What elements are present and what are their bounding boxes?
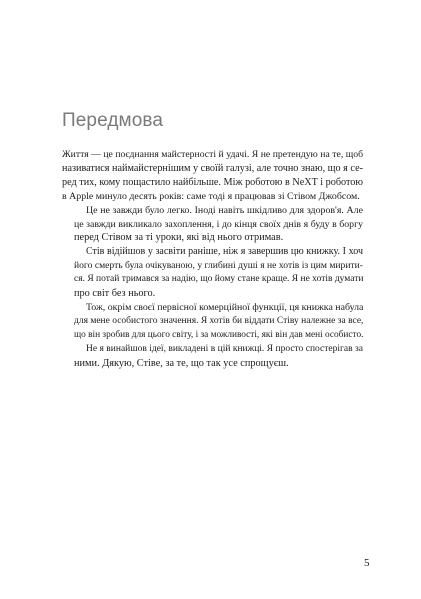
paragraph-2 (62, 204, 363, 246)
text-line: про світ без нього. (74, 288, 156, 300)
paragraph-3 (62, 245, 363, 301)
text-line: Тож, окрім своєї первісної комерційної функції, ця книжка набула (86, 301, 364, 313)
paragraph-1 (62, 148, 363, 204)
paragraph-5 (62, 343, 363, 371)
body-text (62, 148, 363, 371)
text-line: перед Стівом за ті уроки, які від нього отримав. (74, 232, 284, 244)
page-number: 5 (364, 557, 370, 569)
text-line: Не я винайшов ідеї, викладені в цій книжці. Я просто спостерігав за (86, 343, 363, 354)
text-line: його смерть була очікуваною, у глибині душі я не хотів із цим мирити- (74, 260, 363, 272)
text-line: в Apple минуло десять років: саме тоді я працював зі Стівом Джобсом. (62, 190, 360, 202)
text-line: Це не завжди було легко. Іноді навіть шкідливо для здоров'я. Але (86, 204, 363, 216)
text-line: ними. Дякую, Стіве, за те, що так усе спрощуєш. (74, 357, 289, 369)
text-line: ред тих, кому пощастило найбільше. Між роботою в NeXT і роботою (62, 176, 363, 188)
text-line: для мене особистого значення. Я хотів би віддати Стіву належне за все, (74, 315, 364, 326)
text-line: що він зробив для цього світу, і за можливості, які він дав мені особисто. (74, 329, 364, 340)
text-line: Стів відійшов у засвіти раніше, ніж я завершив цю книжку. І хоч (86, 246, 363, 258)
page-title: Передмова (62, 110, 164, 131)
text-line: Життя — це поєднання майстерності й удачі. Я не претендую на те, щоб (62, 149, 363, 160)
text-line: це завжди викликало захоплення, і до кінця своїх днів я буду в боргу (74, 218, 363, 230)
paragraph-4 (62, 301, 363, 343)
text-line: ся. Я потай тримався за надію, що йому стане краще. Я не хотів думати (74, 274, 364, 285)
text-line: називатися наймайстернішим у своїй галузі, але точно знаю, що я се- (62, 162, 363, 174)
